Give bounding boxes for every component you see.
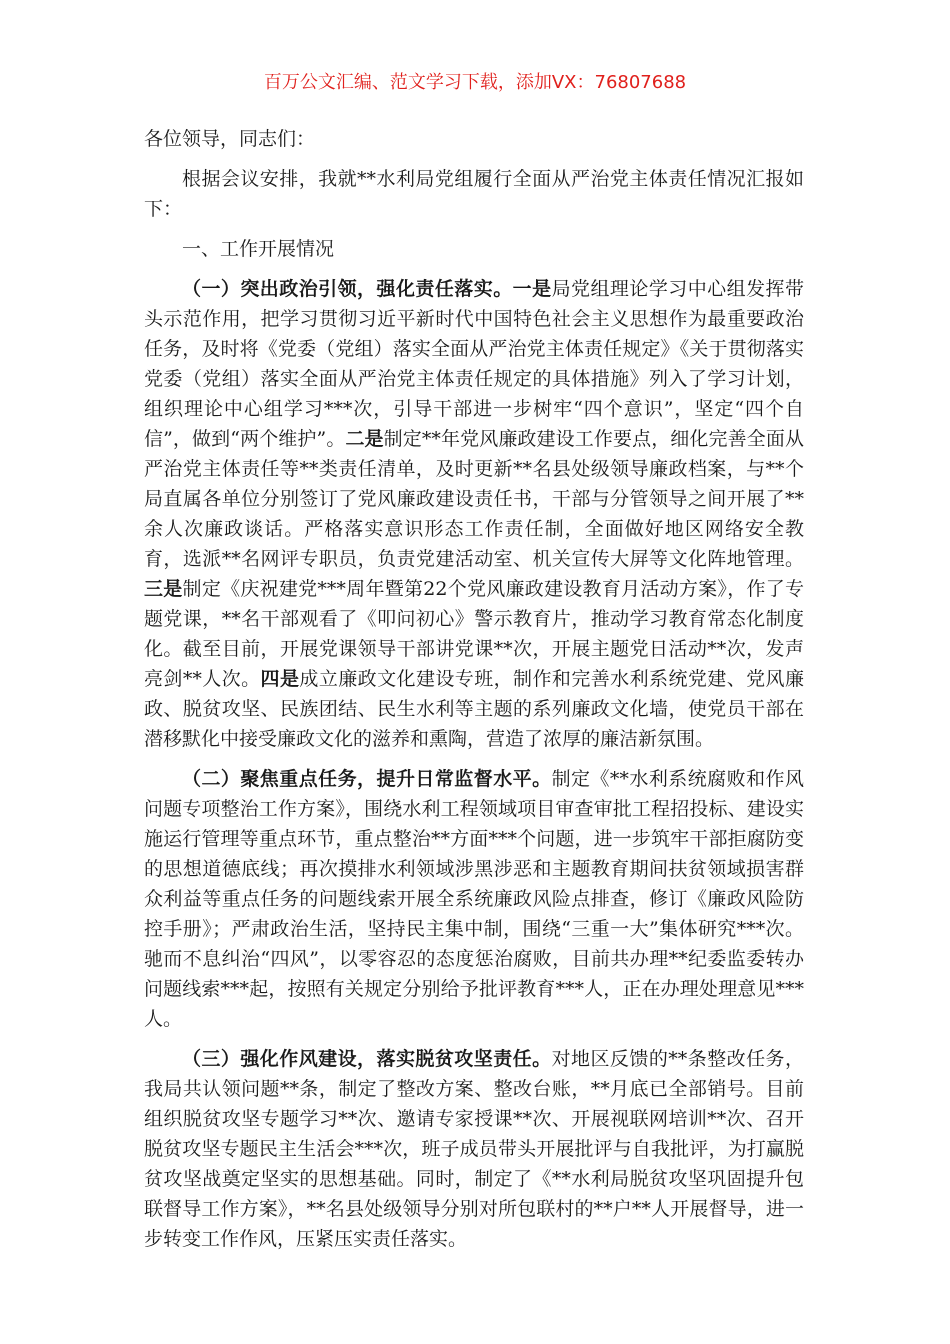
point-2-text: 制定**年党风廉政建设工作要点，细化完善全面从严治党主体责任等**类责任清单，及时更新**名县处级领导廉政档案，与**个局直属各单位分别签订了党风廉政建设责任书，干部与分管领导之间开展了**余人次廉政谈话。严格落实意识形态工作责任制，全面做好地区网络安全教育，选派**名网评专职员，负责党建活动室、机关宣传大屏等文化阵地管理。 bbox=[144, 428, 804, 570]
paragraph-3-lead: （三）强化作风建设，落实脱贫攻坚责任。 bbox=[182, 1048, 552, 1070]
paragraph-2-text: 制定《**水利系统腐败和作风问题专项整治工作方案》，围绕水利工程领域项目审查审批工程招投标、建设实施运行管理等重点环节，重点整治**方面***个问题，进一步筑牢干部拒腐防变的思想道德底线；再次摸排水利领域涉黑涉恶和主题教育期间扶贫领域损害群众利益等重点任务的问题线索开展全系统廉政风险点排查，修订《廉政风险防控手册》；严肃政治生活，坚持民主集中制，围绕“三重一大”集体研究***次。驰而不息纠治“四风”，以零容忍的态度惩治腐败，目前共办理**纪委监委转办问题线索***起，按照有关规定分别给予批评教育***人，正在办理处理意见***人。 bbox=[144, 768, 804, 1030]
paragraph-3 bbox=[144, 1044, 804, 1254]
paragraph-1 bbox=[144, 274, 804, 754]
paragraph-3-text: 对地区反馈的**条整改任务，我局共认领问题**条，制定了整改方案、整改台账，**月底已全部销号。目前组织脱贫攻坚专题学习**次、邀请专家授课**次、开展视联网培训**次、召开脱贫攻坚专题民主生活会***次，班子成员带头开展批评与自我批评，为打赢脱贫攻坚战奠定坚实的思想基础。同时，制定了《**水利局脱贫攻坚巩固提升包联督导工作方案》，**名县处级领导分别对所包联村的**户**人开展督导，进一步转变工作作风，压紧压实责任落实。 bbox=[144, 1048, 804, 1250]
header-banner: 百万公文汇编、范文学习下载，添加VX：76807688 bbox=[263, 72, 687, 93]
section-heading: 一、工作开展情况 bbox=[182, 238, 335, 260]
point-4-label: 四是 bbox=[260, 668, 300, 690]
point-3-label: 三是 bbox=[144, 578, 183, 600]
point-4-text: 成立廉政文化建设专班，制作和完善水利系统党建、党风廉政、脱贫攻坚、民族团结、民生水利等主题的系列廉政文化墙，使党员干部在潜移默化中接受廉政文化的滋养和熏陶，营造了浓厚的廉洁新氛围。 bbox=[144, 668, 804, 750]
paragraph-2 bbox=[144, 764, 804, 1034]
paragraph-2-lead: （二）聚焦重点任务，提升日常监督水平。 bbox=[182, 768, 552, 790]
intro-paragraph: 根据会议安排，我就**水利局党组履行全面从严治党主体责任情况汇报如下： bbox=[144, 168, 804, 220]
document-body bbox=[144, 124, 804, 1264]
point-3-text: 制定《庆祝建党***周年暨第22个党风廉政建设教育月活动方案》，作了专题党课，**名干部观看了《叩问初心》警示教育片，推动学习教育常态化制度化。截至目前，开展党课领导干部讲党课**次，开展主题党日活动**次，发声亮剑**人次。 bbox=[144, 578, 804, 690]
point-1-label: 一是 bbox=[512, 278, 552, 300]
paragraph-1-lead: （一）突出政治引领，强化责任落实。 bbox=[182, 278, 513, 300]
salutation: 各位领导，同志们： bbox=[144, 128, 316, 150]
point-2-label: 二是 bbox=[345, 428, 384, 450]
point-1-text: 局党组理论学习中心组发挥带头示范作用，把学习贯彻习近平新时代中国特色社会主义思想作为最重要政治任务，及时将《党委（党组）落实全面从严治党主体责任规定》《关于贯彻落实党委（党组）落实全面从严治党主体责任规定的具体措施》列入了学习计划，组织理论中心组学习***次，引导干部进一步树牢“四个意识”，坚定“四个自信”，做到“两个维护”。 bbox=[144, 278, 804, 450]
